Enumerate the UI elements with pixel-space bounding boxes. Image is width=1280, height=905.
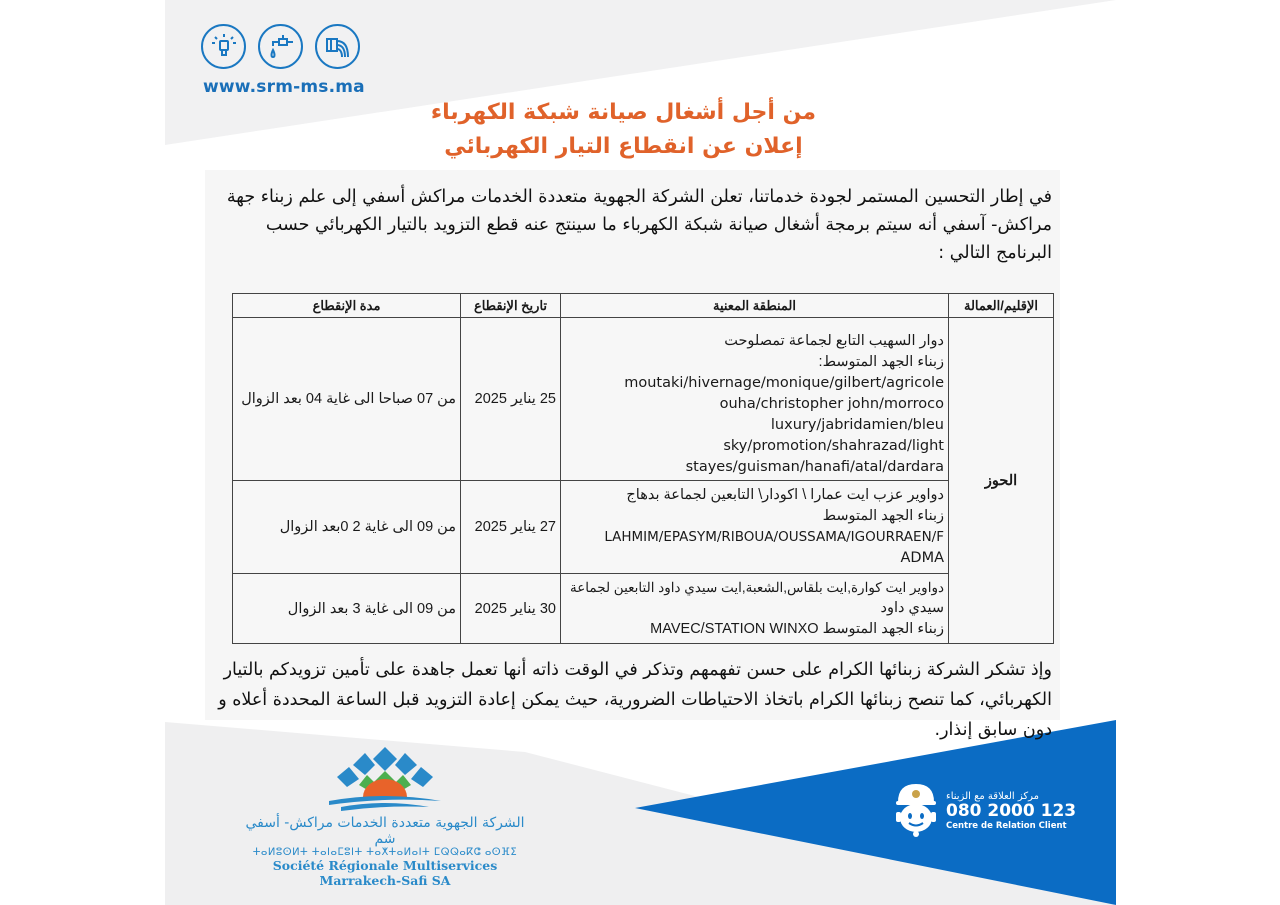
date-cell: 30 يناير 2025 xyxy=(461,574,561,644)
zone-line: دواوير ايت كوارة,ايت بلقاس,الشعبة,ايت سيدي داود التابعين لجماعة xyxy=(570,580,944,595)
zone-line: ADMA xyxy=(900,550,944,566)
zone-line: ouha/christopher john/morroco xyxy=(719,395,944,412)
website-url[interactable]: www.srm-ms.ma xyxy=(203,77,365,97)
zone-cell xyxy=(561,481,949,574)
header-date: تاريخ الإنقطاع xyxy=(461,294,561,318)
zone-line: زبناء الجهد المتوسط xyxy=(822,508,944,524)
company-brand xyxy=(235,745,535,888)
title-line-2: إعلان عن انقطاع التيار الكهربائي xyxy=(444,134,803,159)
zone-line: زبناء الجهد المتوسط: xyxy=(818,353,944,370)
title-line-1: من أجل أشغال صيانة شبكة الكهرباء xyxy=(430,100,816,125)
zone-lines xyxy=(565,577,944,640)
zone-line: زبناء الجهد المتوسط MAVEC/STATION WINXO xyxy=(650,621,944,637)
helmet-mascot-icon xyxy=(892,780,940,842)
zone-line: stayes/guisman/hanafi/atal/dardara xyxy=(685,458,944,475)
table-row xyxy=(233,481,1054,574)
date-cell: 27 يناير 2025 xyxy=(461,481,561,574)
zone-line: دواوير عزب ايت عمارا \ اكودار\ التابعين لجماعة بدهاج xyxy=(626,487,944,503)
light-bulb-icon xyxy=(201,24,246,69)
customer-hotline xyxy=(892,780,1076,842)
company-name-arabic: الشركة الجهوية متعددة الخدمات مراكش- أسفي شم xyxy=(245,815,525,847)
hotline-label-arabic: مركز العلاقة مع الزبناء xyxy=(946,791,1040,802)
zone-line: moutaki/hivernage/monique/gilbert/agricole xyxy=(624,374,944,391)
zone-lines xyxy=(565,321,944,478)
header-province: الإقليم/العمالة xyxy=(949,294,1054,318)
zone-line: LAHMIM/EPASYM/RIBOUA/OUSSAMA/IGOURRAEN/F xyxy=(604,529,944,545)
closing-paragraph: وإذ تشكر الشركة زبنائها الكرام على حسن تفهمهم وتذكر في الوقت ذاته أنها تعمل جاهدة على تأمين تزويدكم بالتيار الكهربائي، كما تنصح زبنائها الكرام باتخاذ الاحتياطات الضرورية، حيث يمكن إعادة التزويد قبل الساعة المحددة أعلاه و دون سابق إنذار. xyxy=(218,660,1052,740)
date-cell: 25 يناير 2025 xyxy=(461,318,561,481)
zone-line: sky/promotion/shahrazad/light xyxy=(723,437,944,454)
table-row xyxy=(233,318,1054,481)
zone-lines xyxy=(565,485,944,569)
company-logo-icon xyxy=(325,745,445,813)
zone-cell xyxy=(561,574,949,644)
duration-cell: من 09 الى غاية 2 0بعد الزوال xyxy=(233,481,461,574)
zone-line: سيدي داود xyxy=(880,600,944,616)
service-icons xyxy=(201,24,360,69)
table-row xyxy=(233,574,1054,644)
company-name-tifinagh: ⵜⴰⵍⵓⵙⵍⵜ ⵜⴰⵏⴰⵎⵓⵏⵜ ⵜⴰⵅⵜⴰⵍⴰⵏⵜ ⵎⵕⵕⴰⴽⵛ ⴰⵙⴼⵉ xyxy=(252,847,518,858)
sewage-pipe-icon xyxy=(315,24,360,69)
hotline-label-french: Centre de Relation Client xyxy=(946,821,1067,831)
header-zone: المنطقة المعنية xyxy=(561,294,949,318)
company-name-french: Société Régionale Multiservices Marrakech-Safi SA xyxy=(272,858,498,888)
water-tap-icon xyxy=(258,24,303,69)
intro-paragraph: في إطار التحسين المستمر لجودة خدماتنا، تعلن الشركة الجهوية متعددة الخدمات مراكش أسفي إلى علم زبناء جهة مراكش- آسفي أنه سيتم برمجة أشغال صيانة شبكة الكهرباء ما سينتج عنه قطع التزويد بالتيار الكهربائي حسب البرنامج التالي : xyxy=(226,187,1052,263)
hotline-text xyxy=(946,791,1076,831)
zone-cell xyxy=(561,318,949,481)
announcement-poster xyxy=(165,0,1116,905)
duration-cell: من 07 صباحا الى غاية 04 بعد الزوال xyxy=(233,318,461,481)
announcement-title xyxy=(431,96,816,164)
header-duration: مدة الإنقطاع xyxy=(233,294,461,318)
hotline-number[interactable]: 080 2000 123 xyxy=(946,801,1077,821)
table-header-row xyxy=(233,294,1054,318)
zone-line: دوار السهيب التابع لجماعة تمصلوحت xyxy=(724,332,944,349)
outage-schedule-table xyxy=(232,293,1054,644)
duration-cell: من 09 الى غاية 3 بعد الزوال xyxy=(233,574,461,644)
zone-line: luxury/jabridamien/bleu xyxy=(770,416,944,433)
province-cell: الحوز xyxy=(949,318,1054,644)
